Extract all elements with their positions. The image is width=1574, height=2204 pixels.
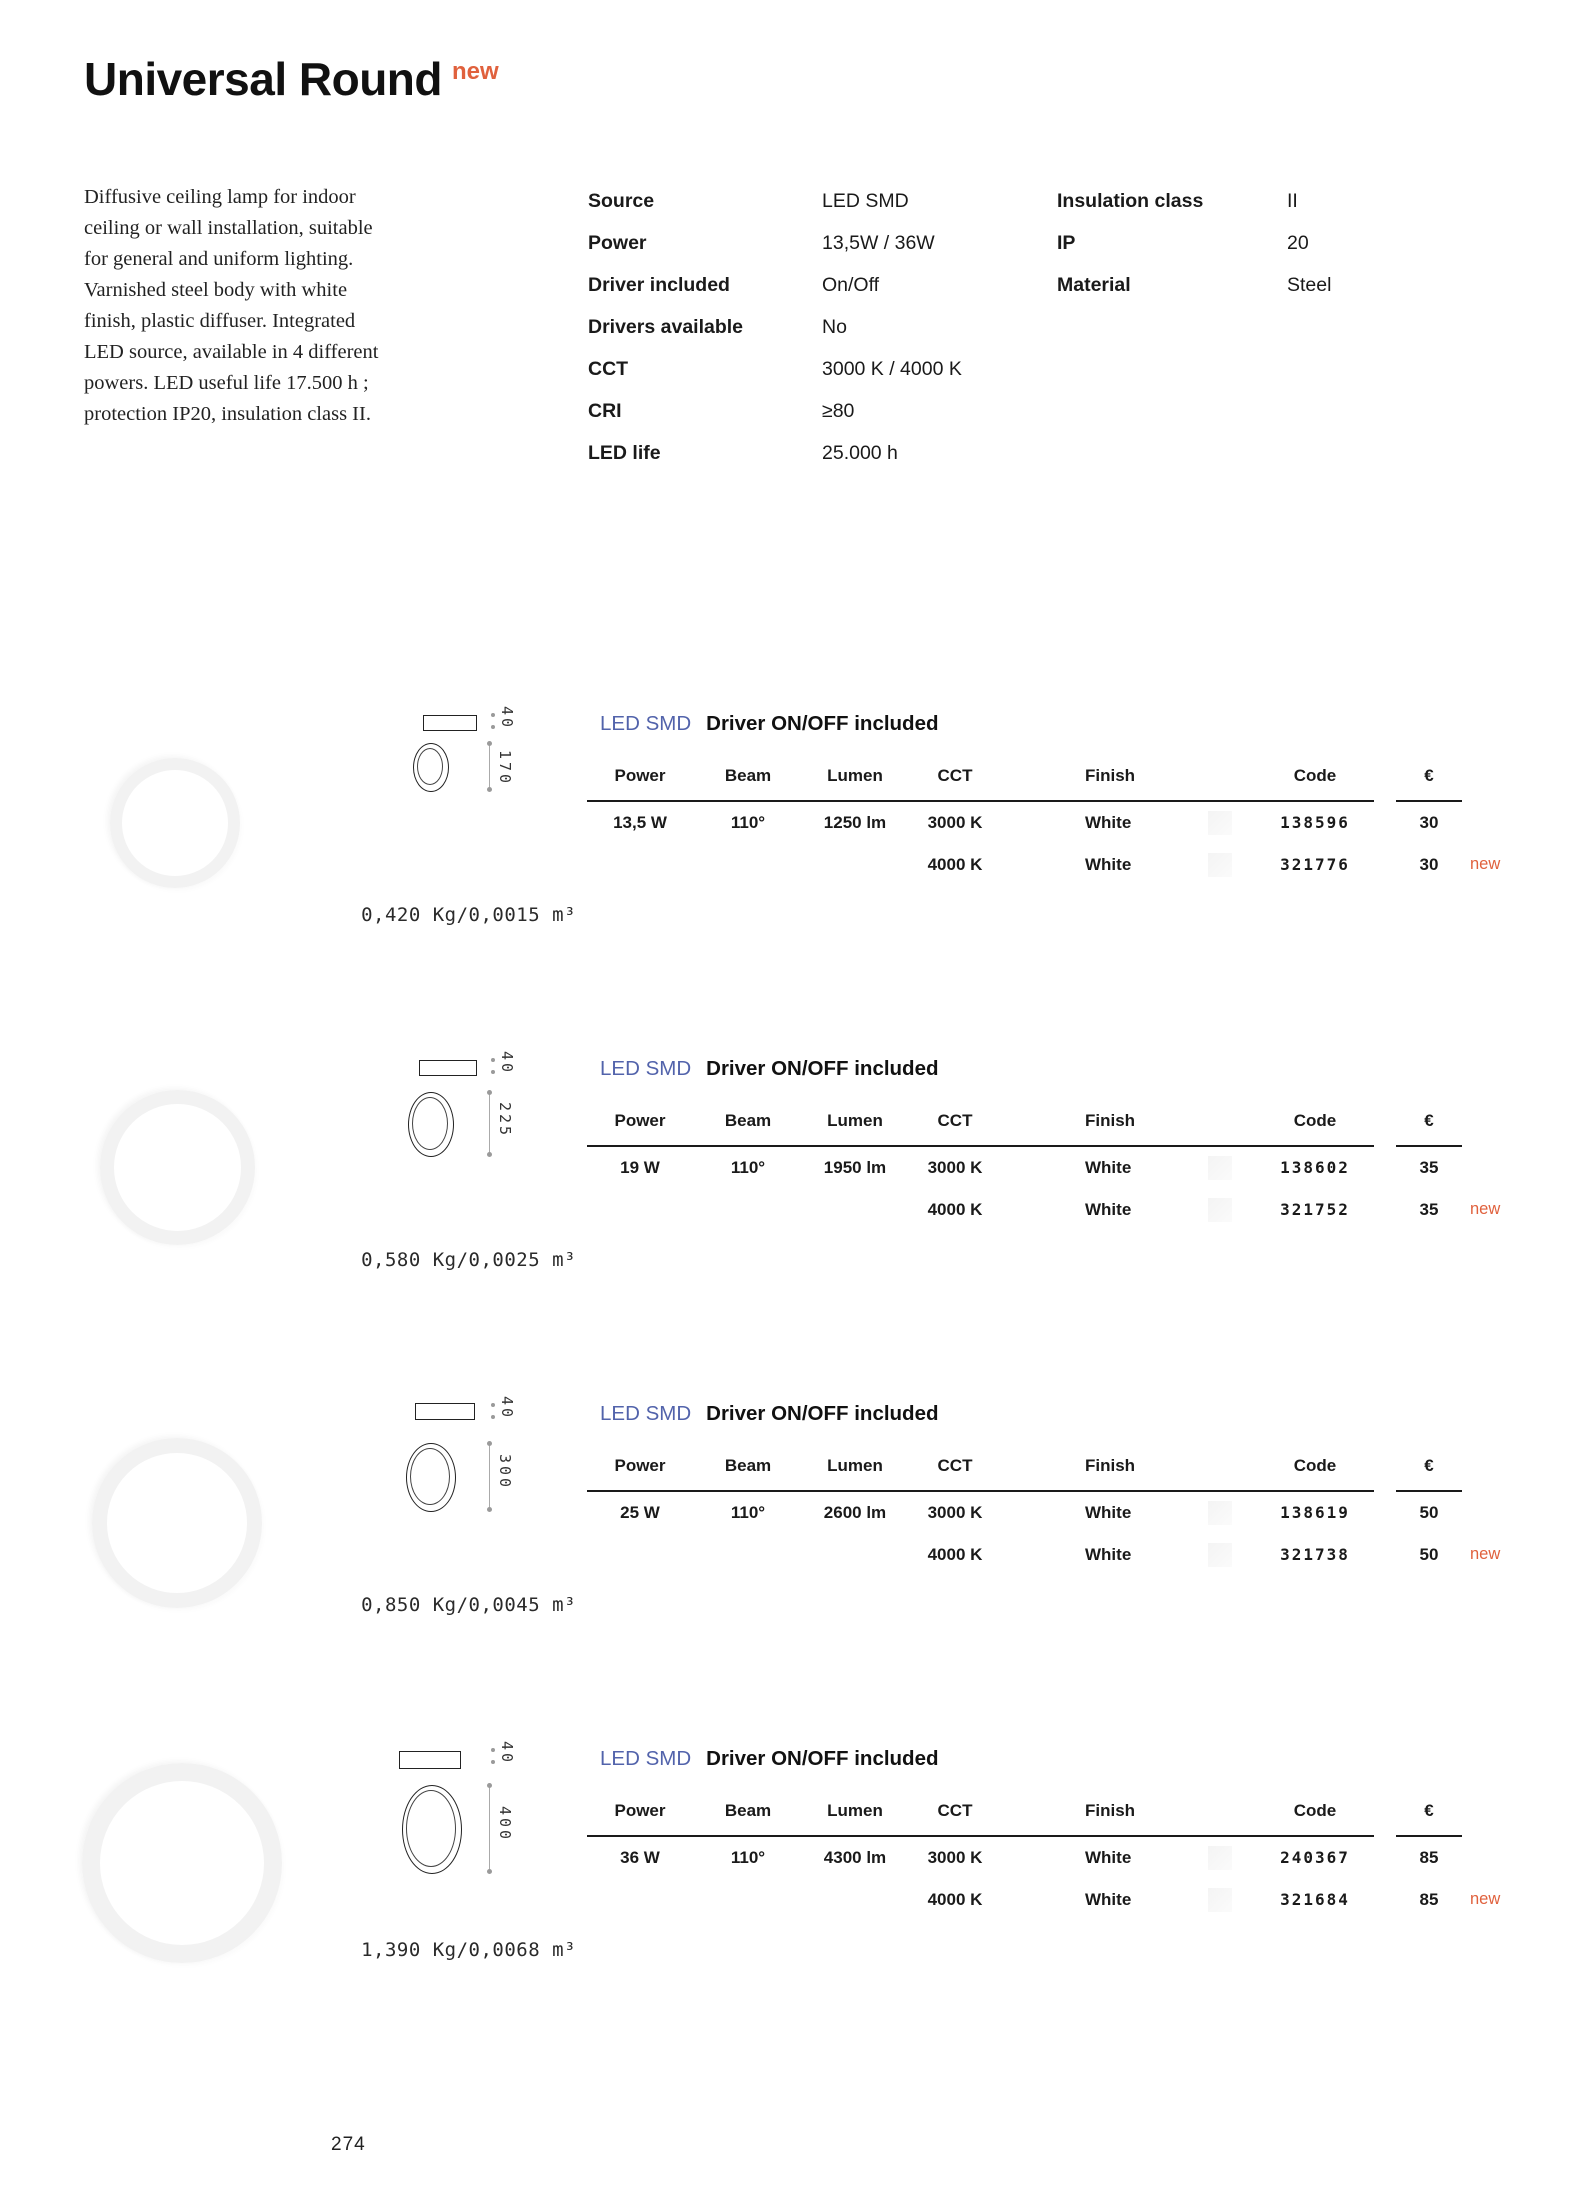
finish-swatch xyxy=(1208,853,1232,877)
price-value: 85 xyxy=(1419,1890,1439,1909)
spec-value: LED SMD xyxy=(822,190,909,212)
driver-included-label: Driver ON/OFF included xyxy=(706,712,939,735)
table-header-rule xyxy=(587,800,1374,802)
finish-value: White xyxy=(1085,1200,1132,1219)
finish-value: White xyxy=(1085,813,1132,832)
spec-label: Drivers available xyxy=(588,316,744,338)
product-section xyxy=(0,1390,1574,1690)
col-power: Power xyxy=(614,766,666,785)
cct-value: 4000 K xyxy=(927,1890,983,1909)
finish-swatch xyxy=(1208,1543,1232,1567)
new-flag: new xyxy=(1470,1545,1501,1563)
code-value: 138602 xyxy=(1280,1158,1350,1177)
diameter-dimension-label: 400 xyxy=(496,1806,514,1843)
price-value: 85 xyxy=(1419,1848,1439,1867)
finish-swatch xyxy=(1208,1888,1232,1912)
thickness-dimension-label: 40 xyxy=(498,706,516,731)
side-view-drawing xyxy=(399,1751,461,1769)
col-price: € xyxy=(1424,1456,1434,1475)
product-section xyxy=(0,1735,1574,2035)
price-value: 35 xyxy=(1419,1158,1439,1177)
price-header-rule xyxy=(1396,1490,1462,1492)
power-value: 25 W xyxy=(620,1503,660,1522)
led-source-label: LED SMD xyxy=(600,712,692,735)
col-cct: CCT xyxy=(937,1801,973,1820)
diameter-dimension-label: 300 xyxy=(496,1454,514,1491)
cct-value: 4000 K xyxy=(927,1200,983,1219)
power-value: 19 W xyxy=(620,1158,660,1177)
weight-volume-text: 0,420 Kg/0,0015 m³ xyxy=(361,904,576,926)
price-header-rule xyxy=(1396,1145,1462,1147)
price-value: 30 xyxy=(1419,855,1439,874)
code-value: 138596 xyxy=(1280,813,1350,832)
spec-value: ≥80 xyxy=(822,400,855,422)
spec-value: 20 xyxy=(1287,232,1309,254)
col-finish: Finish xyxy=(1085,766,1136,785)
diameter-dimension-label: 225 xyxy=(496,1102,514,1139)
thickness-dimension-label: 40 xyxy=(498,1396,516,1421)
product-section xyxy=(0,1045,1574,1345)
col-code: Code xyxy=(1293,766,1337,785)
table-header-rule xyxy=(587,1835,1374,1837)
col-beam: Beam xyxy=(724,1801,772,1820)
col-lumen: Lumen xyxy=(827,1456,883,1475)
spec-value: 25.000 h xyxy=(822,442,898,464)
code-value: 321738 xyxy=(1280,1545,1350,1564)
spec-label: LED life xyxy=(588,442,661,464)
cct-value: 4000 K xyxy=(927,855,983,874)
col-beam: Beam xyxy=(724,1456,772,1475)
power-value: 13,5 W xyxy=(613,813,667,832)
page-title xyxy=(84,52,499,106)
cct-value: 4000 K xyxy=(927,1545,983,1564)
code-value: 321684 xyxy=(1280,1890,1350,1909)
price-value: 30 xyxy=(1419,813,1439,832)
power-value: 36 W xyxy=(620,1848,660,1867)
col-code: Code xyxy=(1293,1111,1337,1130)
spec-value: II xyxy=(1287,190,1298,212)
weight-volume-text: 0,580 Kg/0,0025 m³ xyxy=(361,1249,576,1271)
beam-value: 110° xyxy=(730,1158,766,1177)
col-cct: CCT xyxy=(937,766,973,785)
side-view-drawing xyxy=(419,1060,477,1076)
finish-swatch xyxy=(1208,1501,1232,1525)
weight-volume-text: 0,850 Kg/0,0045 m³ xyxy=(361,1594,576,1616)
section-header xyxy=(600,1402,939,1426)
spec-label: Material xyxy=(1057,274,1131,296)
col-cct: CCT xyxy=(937,1456,973,1475)
side-view-drawing xyxy=(415,1403,475,1420)
lumen-value: 1950 lm xyxy=(823,1158,887,1177)
table-row xyxy=(0,813,1574,837)
new-flag: new xyxy=(1470,1200,1501,1218)
col-beam: Beam xyxy=(724,766,772,785)
thickness-dimension-marks xyxy=(491,713,495,729)
driver-included-label: Driver ON/OFF included xyxy=(706,1402,939,1425)
price-value: 50 xyxy=(1419,1545,1439,1564)
section-header xyxy=(600,1057,939,1081)
driver-included-label: Driver ON/OFF included xyxy=(706,1747,939,1770)
table-header-row xyxy=(0,1111,1574,1135)
col-finish: Finish xyxy=(1085,1456,1136,1475)
code-value: 321776 xyxy=(1280,855,1350,874)
finish-value: White xyxy=(1085,855,1132,874)
finish-value: White xyxy=(1085,1503,1132,1522)
col-power: Power xyxy=(614,1456,666,1475)
cct-value: 3000 K xyxy=(927,1848,983,1867)
spec-label: Driver included xyxy=(588,274,730,296)
finish-swatch xyxy=(1208,1846,1232,1870)
product-section xyxy=(0,700,1574,1000)
new-flag: new xyxy=(1470,1890,1501,1908)
table-row xyxy=(0,1158,1574,1182)
spec-value: No xyxy=(822,316,847,338)
col-power: Power xyxy=(614,1111,666,1130)
spec-label: Insulation class xyxy=(1057,190,1204,212)
finish-value: White xyxy=(1085,1890,1132,1909)
col-lumen: Lumen xyxy=(827,1801,883,1820)
code-value: 138619 xyxy=(1280,1503,1350,1522)
spec-label: CCT xyxy=(588,358,629,380)
spec-value: Steel xyxy=(1287,274,1332,296)
table-row xyxy=(0,1848,1574,1872)
lumen-value: 2600 lm xyxy=(823,1503,887,1522)
code-value: 321752 xyxy=(1280,1200,1350,1219)
col-price: € xyxy=(1424,766,1434,785)
finish-swatch xyxy=(1208,811,1232,835)
spec-value: On/Off xyxy=(822,274,880,296)
led-source-label: LED SMD xyxy=(600,1057,692,1080)
led-source-label: LED SMD xyxy=(600,1747,692,1770)
cct-value: 3000 K xyxy=(927,813,983,832)
table-header-rule xyxy=(587,1145,1374,1147)
lumen-value: 4300 lm xyxy=(823,1848,887,1867)
col-power: Power xyxy=(614,1801,666,1820)
code-value: 240367 xyxy=(1280,1848,1350,1867)
finish-value: White xyxy=(1085,1545,1132,1564)
table-row xyxy=(0,1890,1574,1914)
col-beam: Beam xyxy=(724,1111,772,1130)
col-cct: CCT xyxy=(937,1111,973,1130)
spec-value: 13,5W / 36W xyxy=(822,232,935,254)
spec-label: IP xyxy=(1057,232,1076,254)
table-header-row xyxy=(0,766,1574,790)
lumen-value: 1250 lm xyxy=(823,813,887,832)
thickness-dimension-marks xyxy=(491,1403,495,1419)
finish-value: White xyxy=(1085,1848,1132,1867)
table-row xyxy=(0,1545,1574,1569)
led-source-label: LED SMD xyxy=(600,1402,692,1425)
beam-value: 110° xyxy=(730,813,766,832)
cct-value: 3000 K xyxy=(927,1503,983,1522)
page-number: 274 xyxy=(331,2134,366,2155)
finish-swatch xyxy=(1208,1156,1232,1180)
col-code: Code xyxy=(1293,1801,1337,1820)
section-header xyxy=(600,712,939,736)
table-header-row xyxy=(0,1456,1574,1480)
price-value: 35 xyxy=(1419,1200,1439,1219)
cct-value: 3000 K xyxy=(927,1158,983,1177)
thickness-dimension-marks xyxy=(491,1748,495,1764)
col-lumen: Lumen xyxy=(827,766,883,785)
table-row xyxy=(0,1200,1574,1224)
beam-value: 110° xyxy=(730,1503,766,1522)
weight-volume-text: 1,390 Kg/0,0068 m³ xyxy=(361,1939,576,1961)
finish-swatch xyxy=(1208,1198,1232,1222)
col-code: Code xyxy=(1293,1456,1337,1475)
new-flag: new xyxy=(1470,855,1501,873)
thickness-dimension-label: 40 xyxy=(498,1741,516,1766)
spec-label: Power xyxy=(588,232,647,254)
product-name: Universal Round xyxy=(84,53,443,105)
finish-value: White xyxy=(1085,1158,1132,1177)
col-finish: Finish xyxy=(1085,1801,1136,1820)
col-lumen: Lumen xyxy=(827,1111,883,1130)
beam-value: 110° xyxy=(730,1848,766,1867)
diameter-dimension-label: 170 xyxy=(496,750,514,787)
table-header-row xyxy=(0,1801,1574,1825)
col-price: € xyxy=(1424,1801,1434,1820)
col-finish: Finish xyxy=(1085,1111,1136,1130)
spec-value: 3000 K / 4000 K xyxy=(822,358,962,380)
side-view-drawing xyxy=(423,715,477,731)
price-header-rule xyxy=(1396,1835,1462,1837)
thickness-dimension-label: 40 xyxy=(498,1051,516,1076)
col-price: € xyxy=(1424,1111,1434,1130)
price-header-rule xyxy=(1396,800,1462,802)
product-description: Diffusive ceiling lamp for indoor ceiling or wall installation, suitable for general and uniform lighting. Varnished steel body with white finish, plastic diffuser. Integrated LED source, available in 4 different powers. LED useful life 17.500 h ; protection IP20, insulation class II. xyxy=(84,186,379,425)
table-header-rule xyxy=(587,1490,1374,1492)
section-header xyxy=(600,1747,939,1771)
spec-label: Source xyxy=(588,190,655,212)
spec-label: CRI xyxy=(588,400,622,422)
thickness-dimension-marks xyxy=(491,1058,495,1074)
new-badge: new xyxy=(452,58,499,85)
table-row xyxy=(0,855,1574,879)
price-value: 50 xyxy=(1419,1503,1439,1522)
driver-included-label: Driver ON/OFF included xyxy=(706,1057,939,1080)
table-row xyxy=(0,1503,1574,1527)
